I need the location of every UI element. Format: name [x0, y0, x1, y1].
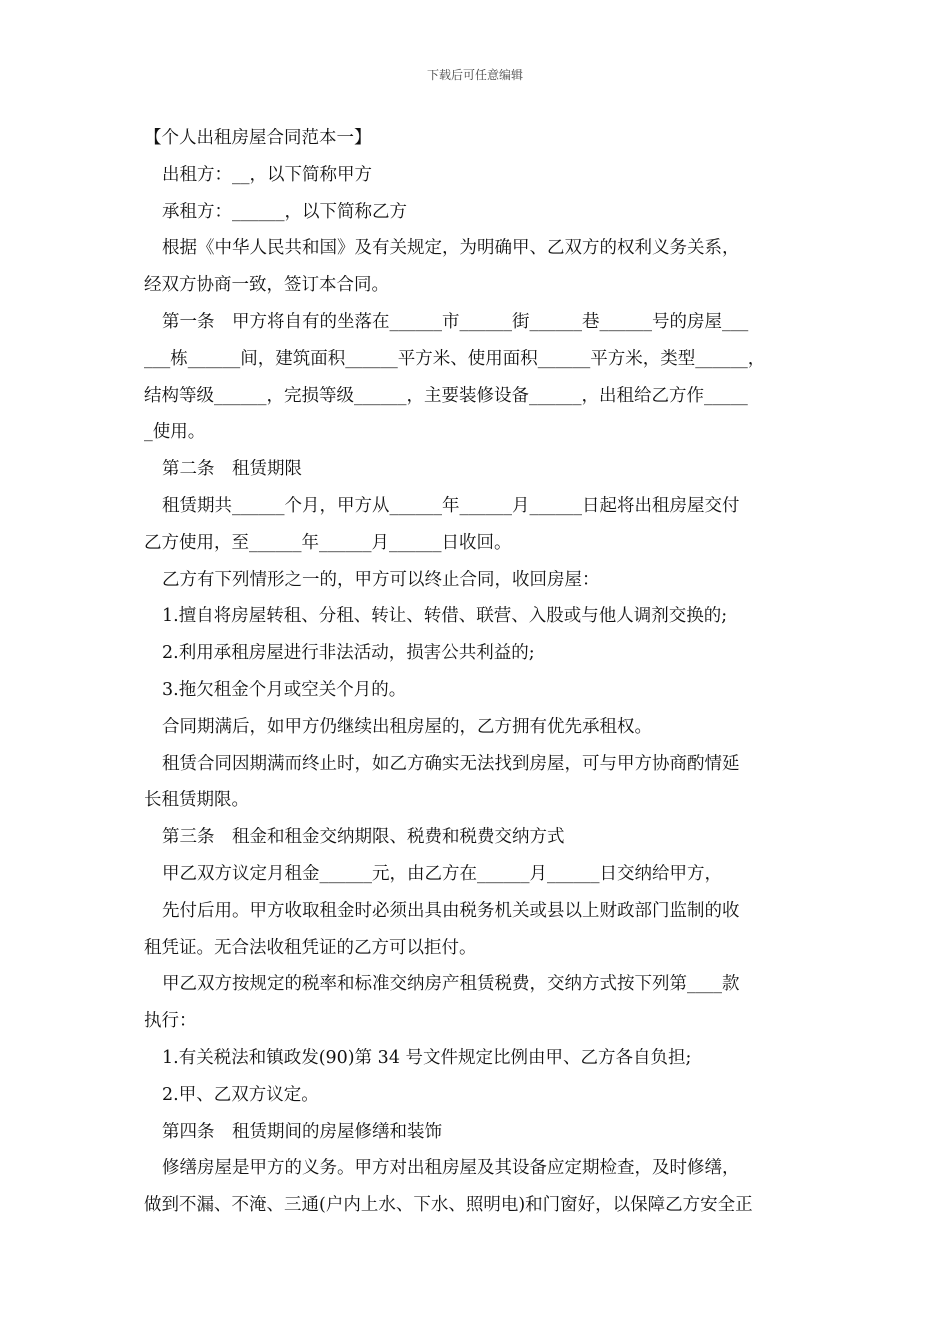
page-header: 下载后可任意编辑 — [426, 68, 523, 82]
text-line: 第一条 甲方将自有的坐落在______市______街______巷______号的房屋___ — [162, 311, 749, 332]
text-line: 出租方：__，以下简称甲方 — [162, 164, 372, 185]
text-line: 修缮房屋是甲方的义务。甲方对出租房屋及其设备应定期检查，及时修缮， — [162, 1158, 740, 1179]
text-line: 执行： — [144, 1011, 197, 1032]
text-line: _使用。 — [144, 422, 206, 443]
text-line: 租凭证。无合法收租凭证的乙方可以拒付。 — [144, 937, 477, 958]
text-line: 长租赁期限。 — [144, 790, 249, 811]
text-line: 结构等级______，完损等级______，主要装修设备______，出租给乙方作_____ — [144, 385, 748, 406]
text-line: 租赁合同因期满而终止时，如乙方确实无法找到房屋，可与甲方协商酌情延 — [162, 753, 740, 774]
text-line: 第四条 租赁期间的房屋修缮和装饰 — [162, 1121, 442, 1142]
text-line: 第二条 租赁期限 — [162, 459, 302, 480]
text-line: 经双方协商一致，签订本合同。 — [144, 275, 389, 296]
text-line: 【个人出租房屋合同范本一】 — [144, 128, 372, 148]
text-line: 做到不漏、不淹、三通(户内上水、下水、照明电)和门窗好，以保障乙方安全正 — [144, 1195, 753, 1216]
text-line: 第三条 租金和租金交纳期限、税费和税费交纳方式 — [162, 827, 565, 848]
text-line: 3.拖欠租金个月或空关个月的。 — [162, 679, 407, 700]
text-line: 2.甲、乙双方议定。 — [162, 1084, 319, 1105]
text-line: 先付后用。甲方收取租金时必须出具由税务机关或县以上财政部门监制的收 — [162, 900, 740, 921]
text-line: 1.有关税法和镇政发(90)第 34 号文件规定比例由甲、乙方各自负担; — [162, 1047, 692, 1068]
document-body — [144, 120, 812, 1224]
text-line: 租赁期共______个月，甲方从______年______月______日起将出租房屋交付 — [162, 495, 740, 516]
text-line: 根据《中华人民共和国》及有关规定，为明确甲、乙双方的权利义务关系， — [162, 238, 740, 259]
text-line: ___栋______间，建筑面积______平方米、使用面积______平方米，类型______， — [144, 348, 766, 369]
text-line: 承租方：______，以下简称乙方 — [162, 201, 407, 222]
text-line: 2.利用承租房屋进行非法活动，损害公共利益的; — [162, 643, 535, 664]
text-line: 乙方有下列情形之一的，甲方可以终止合同，收回房屋： — [162, 569, 600, 590]
text-line: 甲乙双方议定月租金______元，由乙方在______月______日交纳给甲方， — [162, 863, 722, 884]
text-line: 1.擅自将房屋转租、分租、转让、转借、联营、入股或与他人调剂交换的; — [162, 606, 728, 627]
text-line: 甲乙双方按规定的税率和标准交纳房产租赁税费，交纳方式按下列第____款 — [162, 974, 740, 995]
text-line: 合同期满后，如甲方仍继续出租房屋的，乙方拥有优先承租权。 — [162, 716, 652, 737]
text-line: 乙方使用，至______年______月______日收回。 — [144, 532, 512, 553]
